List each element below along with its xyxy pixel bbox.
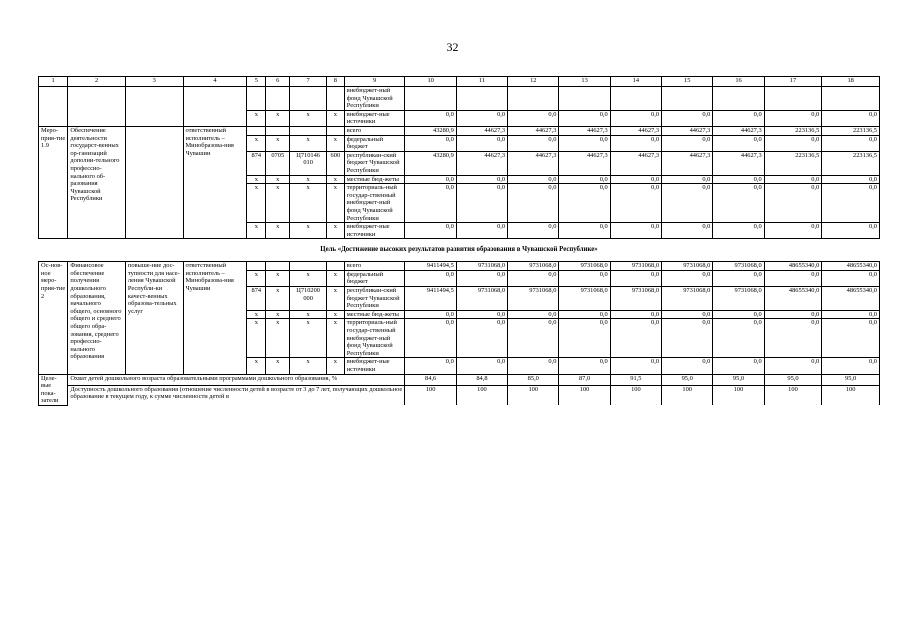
funding-source-cell: внебюджет-ные источники — [344, 223, 405, 239]
kbk-type-cell: x — [326, 319, 344, 358]
kbk-grbs-cell: x — [247, 270, 266, 286]
kbk-target-cell: x — [290, 223, 327, 239]
column-number-cell: 17 — [764, 77, 822, 87]
amount-cell: 0,0 — [662, 110, 713, 126]
amount-cell: 0,0 — [662, 135, 713, 151]
amount-cell: 9731068,0 — [508, 262, 559, 271]
amount-cell: 0,0 — [713, 110, 764, 126]
kbk-grbs-cell: x — [247, 223, 266, 239]
amount-cell: 44627,3 — [456, 151, 507, 175]
kbk-type-cell: x — [326, 110, 344, 126]
kbk-type-cell — [326, 262, 344, 271]
amount-cell: 0,0 — [764, 223, 822, 239]
empty-cell — [39, 87, 68, 127]
column-number-cell: 14 — [610, 77, 661, 87]
kbk-section-cell — [266, 87, 290, 111]
kbk-target-cell: x — [290, 184, 327, 223]
amount-cell: 9411494,5 — [405, 287, 456, 311]
kbk-grbs-cell: 874 — [247, 287, 266, 311]
kbk-grbs-cell: 874 — [247, 151, 266, 175]
amount-cell: 0,0 — [610, 135, 661, 151]
amount-cell: 9731068,0 — [713, 262, 764, 271]
amount-cell: 0,0 — [610, 223, 661, 239]
executor-cell: ответственный исполнитель – Минобразова-ния Чувашии — [183, 126, 247, 238]
amount-cell: 223136,5 — [822, 151, 880, 175]
amount-cell: 0,0 — [456, 184, 507, 223]
kbk-target-cell: x — [290, 135, 327, 151]
amount-cell: 0,0 — [764, 135, 822, 151]
amount-cell: 0,0 — [508, 110, 559, 126]
amount-cell: 0,0 — [764, 358, 822, 374]
amount-cell: 9731068,0 — [508, 287, 559, 311]
kbk-target-cell: x — [290, 310, 327, 319]
amount-cell: 0,0 — [405, 135, 456, 151]
amount-cell: 0,0 — [822, 358, 880, 374]
kbk-type-cell: x — [326, 310, 344, 319]
amount-cell — [456, 87, 507, 111]
amount-cell: 0,0 — [713, 135, 764, 151]
amount-cell: 9731068,0 — [610, 262, 661, 271]
amount-cell: 0,0 — [822, 135, 880, 151]
amount-cell: 44627,3 — [610, 151, 661, 175]
funding-source-cell: всего — [344, 262, 405, 271]
target-value-cell: 84,8 — [456, 374, 507, 385]
measure-name-cell: Финансовое обеспечение получения дошкольного образования, начального общего, основного общего и среднего общего обра-зования, среднего профессио-нального образования — [68, 262, 126, 374]
kbk-type-cell: x — [326, 175, 344, 184]
kbk-type-cell — [326, 87, 344, 111]
amount-cell: 0,0 — [713, 270, 764, 286]
amount-cell: 0,0 — [662, 310, 713, 319]
amount-cell: 0,0 — [662, 184, 713, 223]
amount-cell: 0,0 — [559, 270, 610, 286]
column-number-cell: 1 — [39, 77, 68, 87]
target-value-cell: 100 — [508, 385, 559, 405]
amount-cell: 0,0 — [456, 319, 507, 358]
column-number-cell: 3 — [125, 77, 183, 87]
amount-cell: 0,0 — [456, 358, 507, 374]
amount-cell: 48655340,0 — [764, 287, 822, 311]
amount-cell: 0,0 — [713, 358, 764, 374]
amount-cell: 0,0 — [662, 358, 713, 374]
target-text-cell: Доступность дошкольного образования (отношение численности детей в возрасте от 3 до 7 лет, получающих дошкольное образование в текущем году, к сумме численности детей в — [68, 385, 405, 405]
funding-source-cell: внебюджет-ные источники — [344, 358, 405, 374]
amount-cell: 0,0 — [610, 319, 661, 358]
column-number-cell: 15 — [662, 77, 713, 87]
funding-source-cell: местные бюд-жеты — [344, 310, 405, 319]
executor-cell: ответственный исполнитель – Минобразова-ния Чувашии — [183, 262, 247, 374]
amount-cell: 0,0 — [559, 358, 610, 374]
amount-cell: 0,0 — [559, 319, 610, 358]
amount-cell: 0,0 — [662, 223, 713, 239]
kbk-target-cell — [290, 87, 327, 111]
amount-cell: 0,0 — [508, 319, 559, 358]
funding-source-cell: местные бюд-жеты — [344, 175, 405, 184]
target-value-cell: 87,0 — [559, 374, 610, 385]
kbk-target-cell — [290, 126, 327, 135]
amount-cell: 0,0 — [764, 175, 822, 184]
amount-cell: 9731068,0 — [456, 262, 507, 271]
amount-cell: 0,0 — [610, 358, 661, 374]
amount-cell: 0,0 — [822, 184, 880, 223]
kbk-section-cell: x — [266, 110, 290, 126]
column-number-cell: 8 — [326, 77, 344, 87]
amount-cell: 44627,3 — [713, 126, 764, 135]
amount-cell: 0,0 — [456, 110, 507, 126]
amount-cell — [559, 87, 610, 111]
kbk-section-cell: x — [266, 270, 290, 286]
target-value-cell: 91,5 — [610, 374, 661, 385]
target-value-cell: 100 — [610, 385, 661, 405]
empty-cell — [183, 87, 247, 127]
kbk-target-cell: x — [290, 270, 327, 286]
amount-cell: 0,0 — [559, 175, 610, 184]
amount-cell: 0,0 — [559, 310, 610, 319]
amount-cell: 48655340,0 — [822, 287, 880, 311]
amount-cell: 44627,3 — [610, 126, 661, 135]
target-value-cell: 100 — [559, 385, 610, 405]
funding-source-cell: внебюджет-ный фонд Чувашской Республики — [344, 87, 405, 111]
indicator-cell — [125, 126, 183, 238]
amount-cell: 0,0 — [822, 319, 880, 358]
kbk-section-cell: x — [266, 287, 290, 311]
amount-cell: 43280,9 — [405, 151, 456, 175]
amount-cell: 0,0 — [456, 310, 507, 319]
amount-cell: 0,0 — [405, 358, 456, 374]
amount-cell: 0,0 — [405, 110, 456, 126]
amount-cell: 9731068,0 — [662, 262, 713, 271]
kbk-target-cell: Ц710146 010 — [290, 151, 327, 175]
amount-cell: 223136,5 — [764, 151, 822, 175]
kbk-section-cell: x — [266, 175, 290, 184]
kbk-section-cell: x — [266, 319, 290, 358]
kbk-type-cell — [326, 126, 344, 135]
amount-cell: 0,0 — [764, 184, 822, 223]
kbk-section-cell: x — [266, 135, 290, 151]
kbk-section-cell — [266, 126, 290, 135]
kbk-grbs-cell: x — [247, 358, 266, 374]
amount-cell: 0,0 — [508, 223, 559, 239]
target-value-cell: 95,0 — [713, 374, 764, 385]
amount-cell: 9731068,0 — [559, 287, 610, 311]
amount-cell — [508, 87, 559, 111]
table-row — [39, 87, 880, 111]
amount-cell: 9731068,0 — [662, 287, 713, 311]
amount-cell — [713, 87, 764, 111]
amount-cell: 223136,5 — [764, 126, 822, 135]
amount-cell: 9731068,0 — [559, 262, 610, 271]
kbk-grbs-cell — [247, 126, 266, 135]
kbk-section-cell: x — [266, 223, 290, 239]
amount-cell: 0,0 — [405, 175, 456, 184]
target-value-cell: 84,6 — [405, 374, 456, 385]
target-value-cell: 95,0 — [822, 374, 880, 385]
amount-cell: 0,0 — [559, 184, 610, 223]
kbk-section-cell: x — [266, 184, 290, 223]
amount-cell: 0,0 — [610, 270, 661, 286]
kbk-grbs-cell: x — [247, 319, 266, 358]
target-value-cell: 100 — [764, 385, 822, 405]
column-number-cell: 2 — [68, 77, 126, 87]
table-body — [39, 77, 880, 406]
amount-cell — [822, 87, 880, 111]
kbk-target-cell — [290, 262, 327, 271]
amount-cell: 0,0 — [713, 310, 764, 319]
amount-cell: 48655340,0 — [822, 262, 880, 271]
amount-cell: 0,0 — [610, 110, 661, 126]
funding-source-cell: федеральный бюджет — [344, 270, 405, 286]
kbk-type-cell: 600 — [326, 151, 344, 175]
amount-cell: 44627,3 — [559, 126, 610, 135]
kbk-grbs-cell: x — [247, 110, 266, 126]
amount-cell: 0,0 — [405, 223, 456, 239]
column-number-cell: 9 — [344, 77, 405, 87]
amount-cell: 0,0 — [508, 184, 559, 223]
amount-cell: 0,0 — [610, 310, 661, 319]
indicator-cell: повыше-ние дос-тупности для насе-ления Чувашской Республи-ки качест-венных образова-тельных услуг — [125, 262, 183, 374]
amount-cell: 0,0 — [713, 223, 764, 239]
amount-cell: 44627,3 — [662, 151, 713, 175]
amount-cell: 0,0 — [405, 319, 456, 358]
amount-cell — [405, 87, 456, 111]
amount-cell: 0,0 — [508, 270, 559, 286]
header-row — [39, 77, 880, 87]
kbk-target-cell: x — [290, 110, 327, 126]
amount-cell — [610, 87, 661, 111]
kbk-section-cell: x — [266, 310, 290, 319]
amount-cell: 0,0 — [822, 270, 880, 286]
kbk-type-cell: x — [326, 270, 344, 286]
column-number-cell: 16 — [713, 77, 764, 87]
budget-table — [38, 76, 880, 406]
amount-cell: 223136,5 — [822, 126, 880, 135]
amount-cell: 43280,9 — [405, 126, 456, 135]
amount-cell: 0,0 — [713, 319, 764, 358]
amount-cell: 0,0 — [713, 175, 764, 184]
amount-cell: 0,0 — [662, 175, 713, 184]
amount-cell: 0,0 — [559, 135, 610, 151]
amount-cell: 0,0 — [508, 135, 559, 151]
amount-cell: 0,0 — [764, 310, 822, 319]
amount-cell: 9731068,0 — [610, 287, 661, 311]
column-number-cell: 6 — [266, 77, 290, 87]
column-number-cell: 7 — [290, 77, 327, 87]
funding-source-cell: всего — [344, 126, 405, 135]
amount-cell — [764, 87, 822, 111]
kbk-section-cell: 0705 — [266, 151, 290, 175]
funding-source-cell: республикан-ский бюджет Чувашской Республики — [344, 151, 405, 175]
target-row — [39, 374, 880, 385]
measure-name-cell: Обеспечение деятельности государст-венных ор-ганизаций дополни-тельного профессио-нального об-разования Чувашской Республики — [68, 126, 126, 238]
amount-cell: 44627,3 — [508, 151, 559, 175]
table-row — [39, 126, 880, 135]
kbk-target-cell: x — [290, 358, 327, 374]
amount-cell: 0,0 — [662, 319, 713, 358]
funding-source-cell: территориаль-ный государ-ственный внебюджет-ный фонд Чувашской Республики — [344, 319, 405, 358]
kbk-target-cell: x — [290, 319, 327, 358]
amount-cell: 0,0 — [764, 319, 822, 358]
amount-cell: 0,0 — [456, 175, 507, 184]
kbk-type-cell: x — [326, 184, 344, 223]
empty-cell — [125, 87, 183, 127]
target-value-cell: 100 — [662, 385, 713, 405]
amount-cell — [662, 87, 713, 111]
target-value-cell: 95,0 — [662, 374, 713, 385]
amount-cell: 0,0 — [405, 270, 456, 286]
kbk-grbs-cell: x — [247, 310, 266, 319]
funding-source-cell: республикан-ский бюджет Чувашской Республики — [344, 287, 405, 311]
amount-cell: 0,0 — [508, 310, 559, 319]
amount-cell: 0,0 — [456, 135, 507, 151]
funding-source-cell: внебюджет-ные источники — [344, 110, 405, 126]
amount-cell: 0,0 — [559, 110, 610, 126]
measure-id-cell: Ос-нов-ное меро-прия-тие 2 — [39, 262, 68, 374]
target-value-cell: 100 — [405, 385, 456, 405]
amount-cell: 0,0 — [405, 310, 456, 319]
target-row — [39, 385, 880, 405]
amount-cell: 0,0 — [456, 223, 507, 239]
column-number-cell: 13 — [559, 77, 610, 87]
amount-cell: 44627,3 — [662, 126, 713, 135]
kbk-section-cell — [266, 262, 290, 271]
goal-row — [39, 239, 880, 262]
amount-cell: 44627,3 — [713, 151, 764, 175]
amount-cell: 0,0 — [822, 110, 880, 126]
amount-cell: 0,0 — [559, 223, 610, 239]
amount-cell: 9731068,0 — [456, 287, 507, 311]
amount-cell: 0,0 — [610, 184, 661, 223]
column-number-cell: 10 — [405, 77, 456, 87]
amount-cell: 48655340,0 — [764, 262, 822, 271]
amount-cell: 0,0 — [713, 184, 764, 223]
amount-cell: 0,0 — [405, 184, 456, 223]
target-value-cell: 100 — [456, 385, 507, 405]
kbk-type-cell: x — [326, 287, 344, 311]
goal-title: Цель «Достижение высоких результатов развития образования в Чувашской Республике» — [39, 239, 880, 262]
column-number-cell: 12 — [508, 77, 559, 87]
amount-cell: 0,0 — [764, 110, 822, 126]
amount-cell: 44627,3 — [456, 126, 507, 135]
kbk-type-cell: x — [326, 223, 344, 239]
kbk-grbs-cell — [247, 87, 266, 111]
target-text-cell: Охват детей дошкольного возраста образовательными программами дошкольного образования, % — [68, 374, 405, 385]
kbk-target-cell: Ц710200 000 — [290, 287, 327, 311]
amount-cell: 0,0 — [508, 358, 559, 374]
page-number: 32 — [446, 40, 459, 54]
kbk-grbs-cell: x — [247, 175, 266, 184]
amount-cell: 0,0 — [662, 270, 713, 286]
kbk-section-cell: x — [266, 358, 290, 374]
target-value-cell: 100 — [713, 385, 764, 405]
funding-source-cell: федеральный бюджет — [344, 135, 405, 151]
targets-label-cell: Целе-вые пока-затели — [39, 374, 68, 405]
kbk-grbs-cell — [247, 262, 266, 271]
column-number-cell: 11 — [456, 77, 507, 87]
column-number-cell: 18 — [822, 77, 880, 87]
amount-cell: 0,0 — [764, 270, 822, 286]
column-number-cell: 5 — [247, 77, 266, 87]
column-number-cell: 4 — [183, 77, 247, 87]
amount-cell: 44627,3 — [508, 126, 559, 135]
amount-cell: 44627,3 — [559, 151, 610, 175]
table-row — [39, 262, 880, 271]
kbk-type-cell: x — [326, 358, 344, 374]
amount-cell: 0,0 — [610, 175, 661, 184]
target-value-cell: 100 — [822, 385, 880, 405]
kbk-grbs-cell: x — [247, 184, 266, 223]
amount-cell: 0,0 — [822, 310, 880, 319]
amount-cell: 9411494,5 — [405, 262, 456, 271]
amount-cell: 0,0 — [822, 223, 880, 239]
amount-cell: 0,0 — [822, 175, 880, 184]
amount-cell: 9731068,0 — [713, 287, 764, 311]
kbk-target-cell: x — [290, 175, 327, 184]
amount-cell: 0,0 — [508, 175, 559, 184]
funding-source-cell: территориаль-ный государ-ственный внебюджет-ный фонд Чувашской Республики — [344, 184, 405, 223]
target-value-cell: 95,0 — [764, 374, 822, 385]
empty-cell — [68, 87, 126, 127]
amount-cell: 0,0 — [456, 270, 507, 286]
kbk-grbs-cell: x — [247, 135, 266, 151]
kbk-type-cell: x — [326, 135, 344, 151]
measure-id-cell: Меро-прия-тие 1.9 — [39, 126, 68, 238]
target-value-cell: 85,0 — [508, 374, 559, 385]
